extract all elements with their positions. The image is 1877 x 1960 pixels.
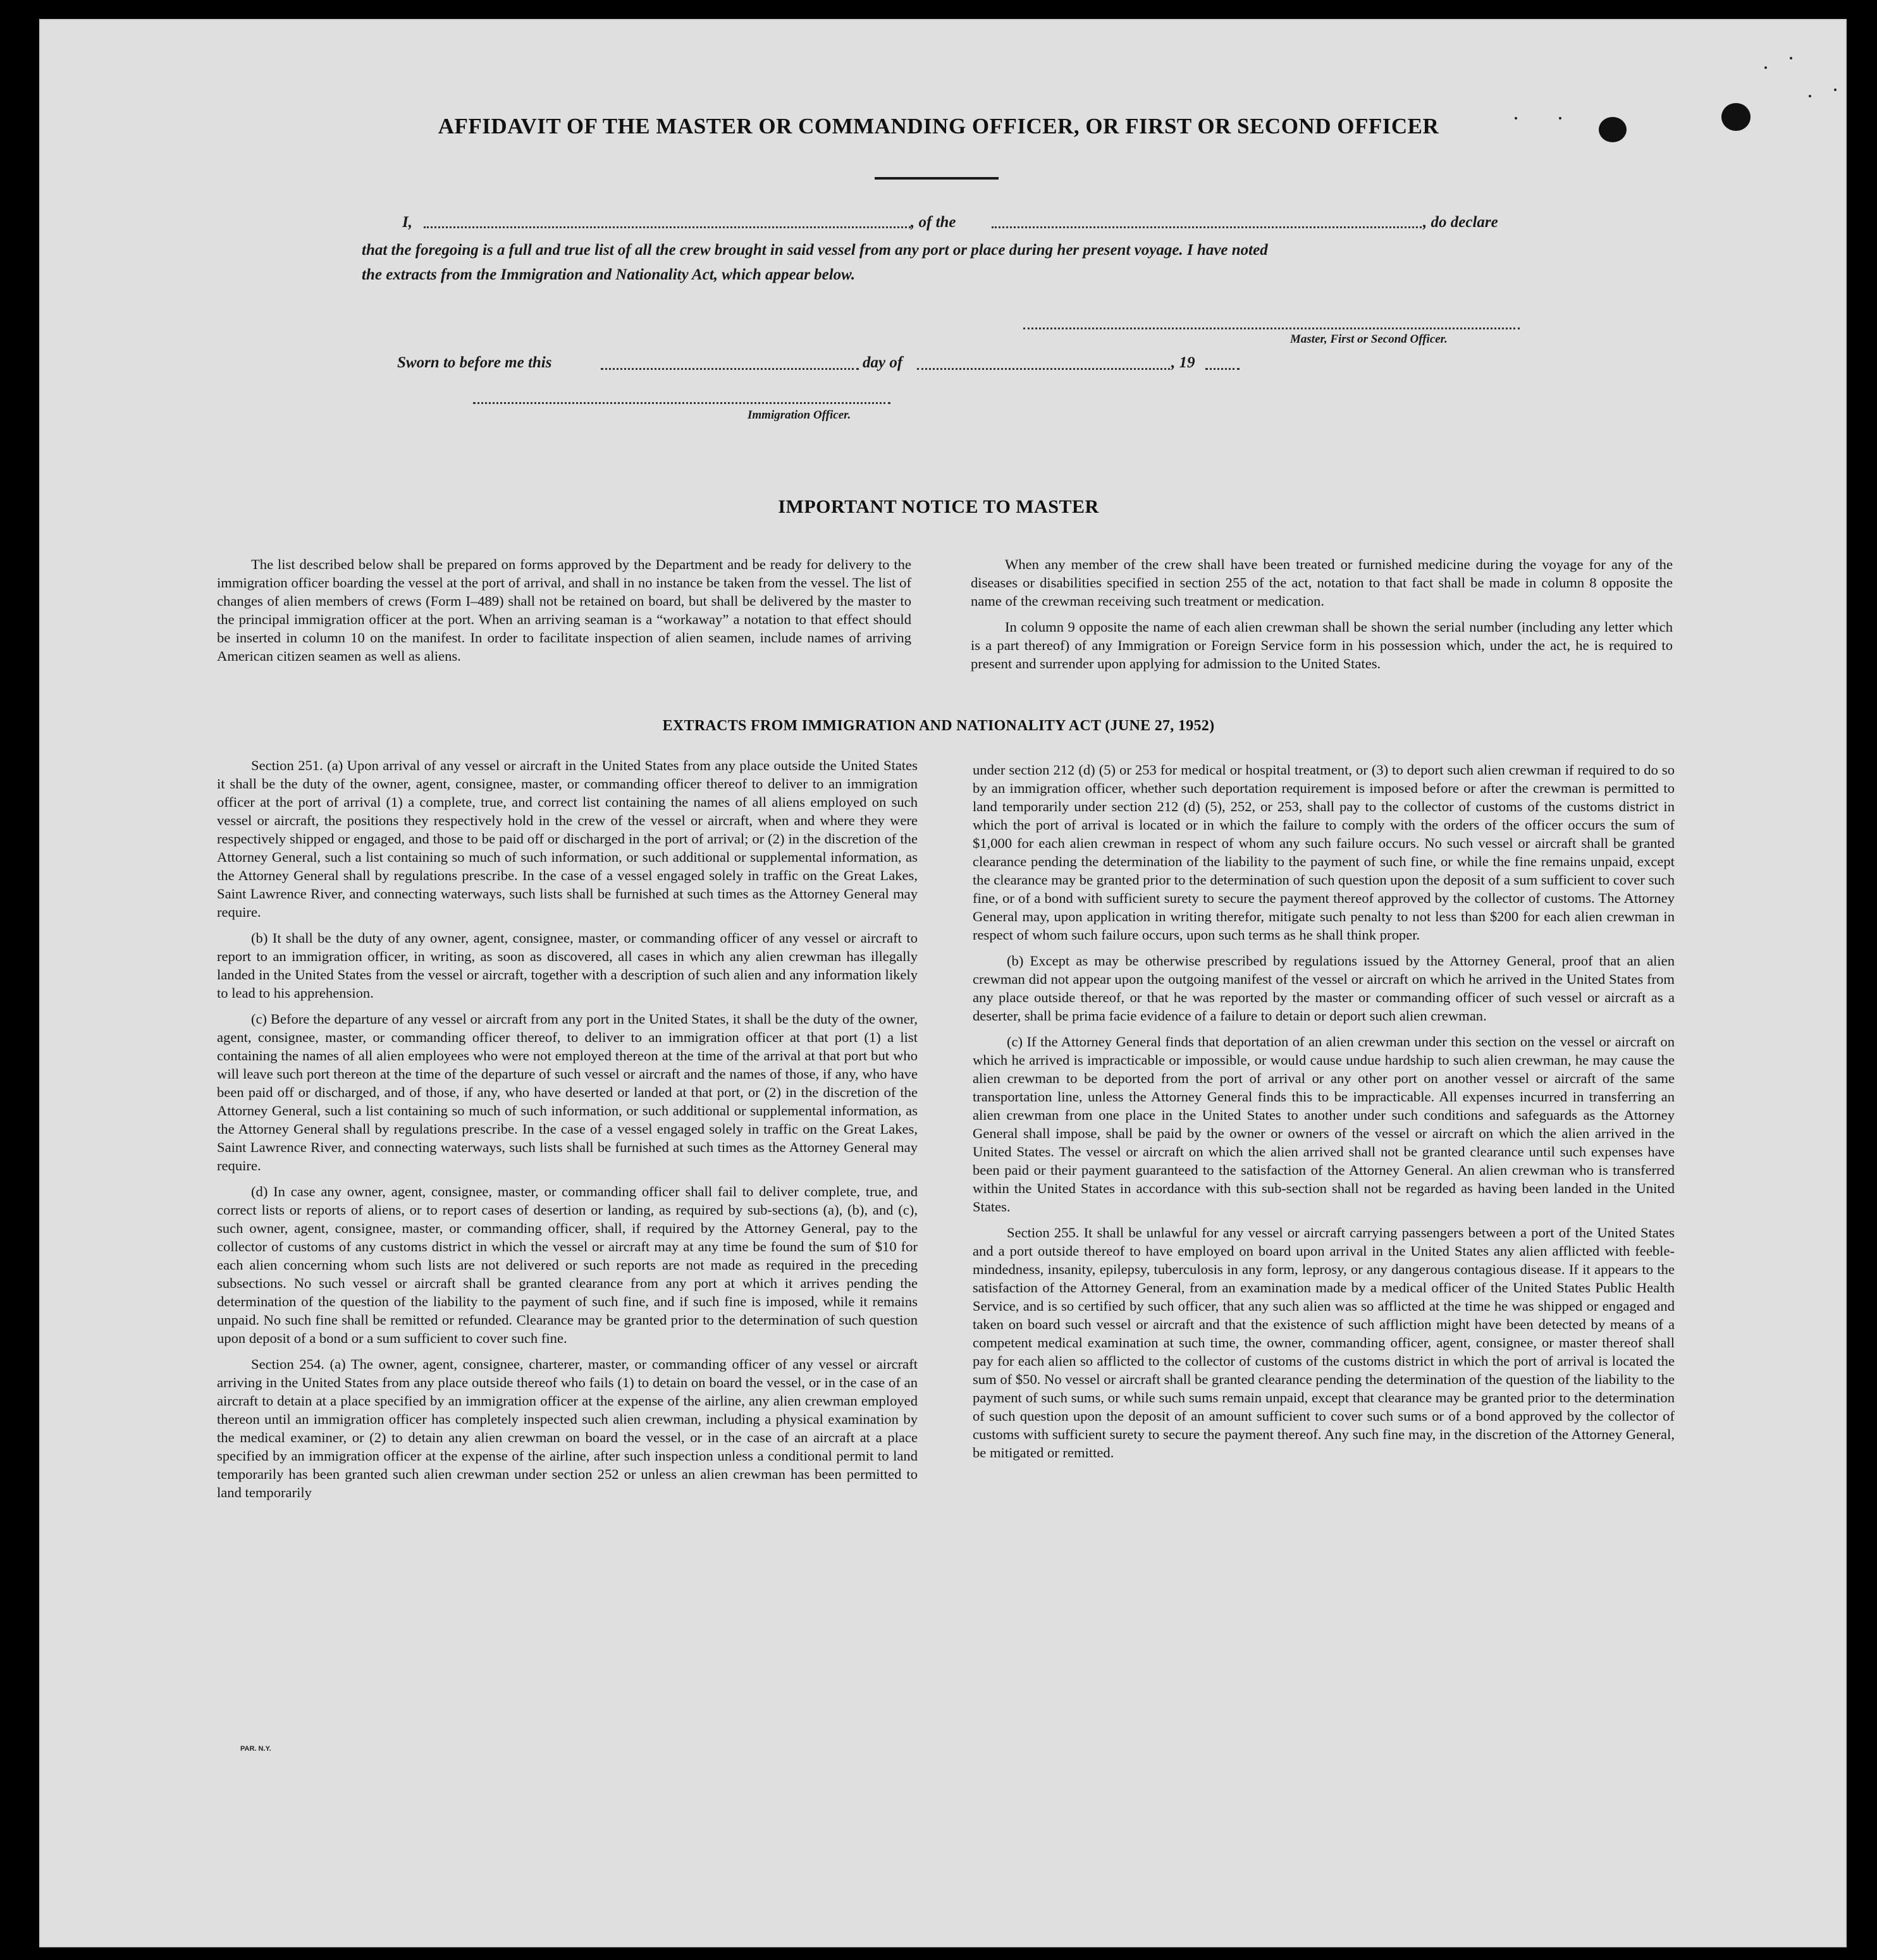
notice-title: IMPORTANT NOTICE TO MASTER — [778, 496, 1099, 517]
act-section-paragraph: Section 251. (a) Upon arrival of any vessel or aircraft in the United States from any place outside the United States it shall be the duty of the owner, agent, consignee, master, or commanding officer thereof to deliver to an immigration officer at the port of arrival (1) a complete, true, and correct list containing the names of all aliens employed on such vessel or aircraft, the positions they respectively hold in the crew of the vessel or aircraft, when and where they were respectively shipped or engaged, and those to be paid off or discharged in the port of arrival; or (2) in the discretion of the Attorney General, such a list containing so much of such information, or such additional or supplemental information, as the Attorney General shall by regulations prescribe. In the case of a vessel engaged solely in traffic on the Great Lakes, Saint Lawrence River, and connecting waterways, such lists shall be furnished at such times as the Attorney General may require. — [217, 757, 918, 920]
vessel-name-field[interactable] — [992, 226, 1422, 228]
officer-signature-field[interactable] — [473, 402, 890, 404]
master-caption: Master, First or Second Officer. — [1290, 333, 1448, 346]
notice-right-column — [971, 555, 1673, 680]
statement-line-2: that the foregoing is a full and true list of all the crew brought in said vessel from any port or place during her present voyage. I have noted — [362, 242, 1268, 259]
notice-left-column — [217, 555, 911, 673]
act-section-paragraph: (b) Except as may be otherwise prescribed by regulations issued by the Attorney General, proof that an alien crewman did not appear upon the outgoing manifest of the vessel or aircraft on which he arrived in the United States from any place outside thereof, or that he was reported by the master or commanding officer of such vessel or aircraft as a deserter, shall be prima facie evidence of a failure to detain or deport such alien crewman. — [973, 953, 1675, 1024]
sworn-day-label: day of — [863, 354, 903, 371]
printer-mark: PAR. N.Y. — [240, 1745, 271, 1753]
statement-line-3: the extracts from the Immigration and Nationality Act, which appear below. — [362, 266, 856, 283]
sworn-year-field[interactable] — [1205, 368, 1240, 370]
extracts-right-column — [973, 761, 1675, 1469]
speck — [1809, 95, 1811, 97]
speck — [1790, 57, 1792, 59]
act-section-paragraph: Section 255. It shall be unlawful for any vessel or aircraft carrying passengers between a port of the United States and a port outside thereof to have employed on board upon arrival in the United States any alien afflicted with feeble-mindedness, insanity, epilepsy, tuberculosis in any form, leprosy, or any dangerous contagious disease. If it appears to the satisfaction of the Attorney General, from an examination made by a medical officer of the United States Public Health Service, and is so certified by such officer, that any such alien was so afflicted at the time he was shipped or engaged and taken on board such vessel or aircraft and that the existence of such affliction might have been detected by means of a competent medical examination at such time, the owner, commanding officer, agent, consignee, or master thereof shall pay for each alien so afflicted to the collector of customs of the customs district in which the port of arrival is located the sum of $50. No vessel or aircraft shall be granted clearance pending the determination of the question of the liability to the payment of such sums, or while such sums remain unpaid, except that clearance may be granted prior to the determination of such question upon the deposit of an amount sufficient to cover such sums or of a bond approved by the collector of customs with sufficient surety to secure the payment thereof. Any such fine may, in the discretion of the Attorney General, be mitigated or remitted. — [973, 1225, 1675, 1461]
extracts-left-column — [217, 756, 918, 1509]
speck — [1764, 66, 1767, 69]
declare-suffix: , do declare — [1423, 214, 1498, 231]
affidavit-title: AFFIDAVIT OF THE MASTER OR COMMANDING OFFICER, OR FIRST OR SECOND OFFICER — [438, 114, 1439, 138]
sworn-month-field[interactable] — [917, 368, 1170, 370]
act-section-paragraph: (c) Before the departure of any vessel or aircraft from any port in the United States, it shall be the duty of the owner, agent, consignee, master, or commanding officer thereof, to deliver to an immigration officer at that port (1) a list containing the names of all alien employees who were not employed thereon at the time of the arrival at that port but who will leave such port thereon at the time of the departure of such vessel or aircraft and the names of those, if any, who have been paid off or discharged, and of those, if any, who have deserted or landed at that port, or (2) in the discretion of the Attorney General, such a list containing so much of such information, or such additional or supplemental information, as the Attorney General shall by regulations prescribe. In the case of a vessel engaged solely in traffic on the Great Lakes, Saint Lawrence River, and connecting waterways, such lists shall be furnished at such times as the Attorney General may require. — [217, 1011, 918, 1173]
notice-paragraph: When any member of the crew shall have been treated or furnished medicine during the voyage for any of the diseases or disabilities specified in section 255 of the act, notation to that fact shall be made in column 8 opposite the name of the crewman receiving such treatment or medication. — [971, 556, 1673, 609]
declarant-name-field[interactable] — [424, 226, 911, 228]
act-section-paragraph: Section 254. (a) The owner, agent, consignee, charterer, master, or commanding officer of any vessel or aircraft arriving in the United States from any place outside thereof who fails (1) to detain on board the vessel, or in the case of an aircraft to detain at a place specified by an immigration officer at the expense of the airline, any alien crewman employed thereon until an immigration officer has completely inspected such alien crewman, including a physical examination by the medical examiner, or (2) to detain any alien crewman on board the vessel, or in the case of an aircraft at a place specified by an immigration officer at the expense of the airline, after such inspection unless a conditional permit to land temporarily has been granted such alien crewman under section 252 or unless an alien crewman has been permitted to land temporarily — [217, 1356, 918, 1500]
vessel-prefix: , of the — [911, 214, 956, 231]
extracts-title: EXTRACTS FROM IMMIGRATION AND NATIONALITY ACT (JUNE 27, 1952) — [662, 718, 1215, 734]
act-section-paragraph: (c) If the Attorney General finds that deportation of an alien crewman under this section on the vessel or aircraft on which he arrived is impracticable or impossible, or would cause undue hardship to such alien crewman, he may cause the alien crewman to be deported from the port of arrival or any other port on another vessel or aircraft of the same transportation line, unless the Attorney General finds this to be impracticable. All expenses incurred in transferring an alien crewman from one place in the United States to another under such conditions and safeguards as the Attorney General shall impose, shall be paid by the owner or owners of the vessel or aircraft on which the alien arrived in the United States. The vessel or aircraft on which the alien arrived shall not be granted clearance until such expenses have been paid or their payment guaranteed to the satisfaction of the Attorney General. An alien crewman who is transferred within the United States in accordance with this sub-section shall not be regarded as having been landed in the United States. — [973, 1034, 1675, 1215]
officer-caption: Immigration Officer. — [748, 408, 851, 422]
declarant-prefix: I, — [402, 214, 412, 231]
notice-paragraph: The list described below shall be prepared on forms approved by the Department and be ready for delivery to the immigration officer boarding the vessel at the port of arrival, and shall in no instance be taken from the vessel. The list of changes of alien members of crews (Form I–489) shall not be retained on board, but shall be delivered by the master to the principal immigration officer at the port. When an arriving seaman is a “workaway” a notation to that effect should be inserted in column 10 on the manifest. In order to facilitate inspection of alien seamen, include names of arriving American citizen seamen as well as aliens. — [217, 556, 911, 664]
speck — [1834, 89, 1837, 91]
master-signature-field[interactable] — [1023, 328, 1520, 329]
act-section-paragraph: (b) It shall be the duty of any owner, agent, consignee, master, or commanding officer of any vessel or aircraft to report to an immigration officer, in writing, as soon as discovered, all cases in which any alien crewman has illegally landed in the United States from the vessel or aircraft, together with a description of such alien and any information likely to lead to his apprehension. — [217, 930, 918, 1001]
notice-paragraph: In column 9 opposite the name of each alien crewman shall be shown the serial number (including any letter which is a part thereof) of any Immigration or Foreign Service form in his possession which, under the act, he is required to present and surrender upon applying for admission to the United States. — [971, 619, 1673, 671]
sworn-prefix: Sworn to before me this — [397, 354, 552, 371]
act-section-paragraph: (d) In case any owner, agent, consignee, master, or commanding officer shall fail to deliver complete, true, and correct lists or reports of aliens, or to report cases of desertion or landing, as required by sub-sections (a), (b), and (c), such owner, agent, consignee, master, or commanding officer, shall, if required by the Attorney General, pay to the collector of customs of any customs district in which the vessel or aircraft may at any time be found the sum of $10 for each alien concerning whom such lists are not delivered or such reports are not made as required in the preceding subsections. No such vessel or aircraft shall be granted clearance from any port at which it arrives pending the determination of the question of the liability to the payment of such fine, and if such fine is imposed, while it remains unpaid. No such fine shall be remitted or refunded. Clearance may be granted prior to the determination of such question upon deposit of a bond or a sum sufficient to cover such fine. — [217, 1184, 918, 1346]
sworn-day-field[interactable] — [601, 368, 859, 370]
title-rule — [875, 177, 999, 180]
sworn-year-label: , 19 — [1171, 354, 1195, 371]
act-section-paragraph: under section 212 (d) (5) or 253 for medical or hospital treatment, or (3) to deport such alien crewman if required to do so by an immigration officer, whether such deportation requirement is imposed before or after the crewman is permitted to land temporarily under section 212 (d) (5), 252, or 253, shall pay to the collector of customs of the customs district in which the port of arrival is located or in which the failure to comply with the orders of the officer occurs the sum of $1,000 for each alien crewman in respect of whom any such failure occurs. No such vessel or aircraft shall be granted clearance pending the determination of the liability to the payment of such fine, or while the fine remains unpaid, except the clearance may be granted prior to the determination of such question upon the deposit of a sum sufficient to cover such fine, or of a bond with sufficient surety to secure the payment thereof approved by the collector of customs. The Attorney General may, upon application in writing therefor, mitigate such penalty to not less than $200 for each alien crewman in respect of whom such failure occurs, upon such terms as he shall think proper. — [973, 762, 1675, 943]
